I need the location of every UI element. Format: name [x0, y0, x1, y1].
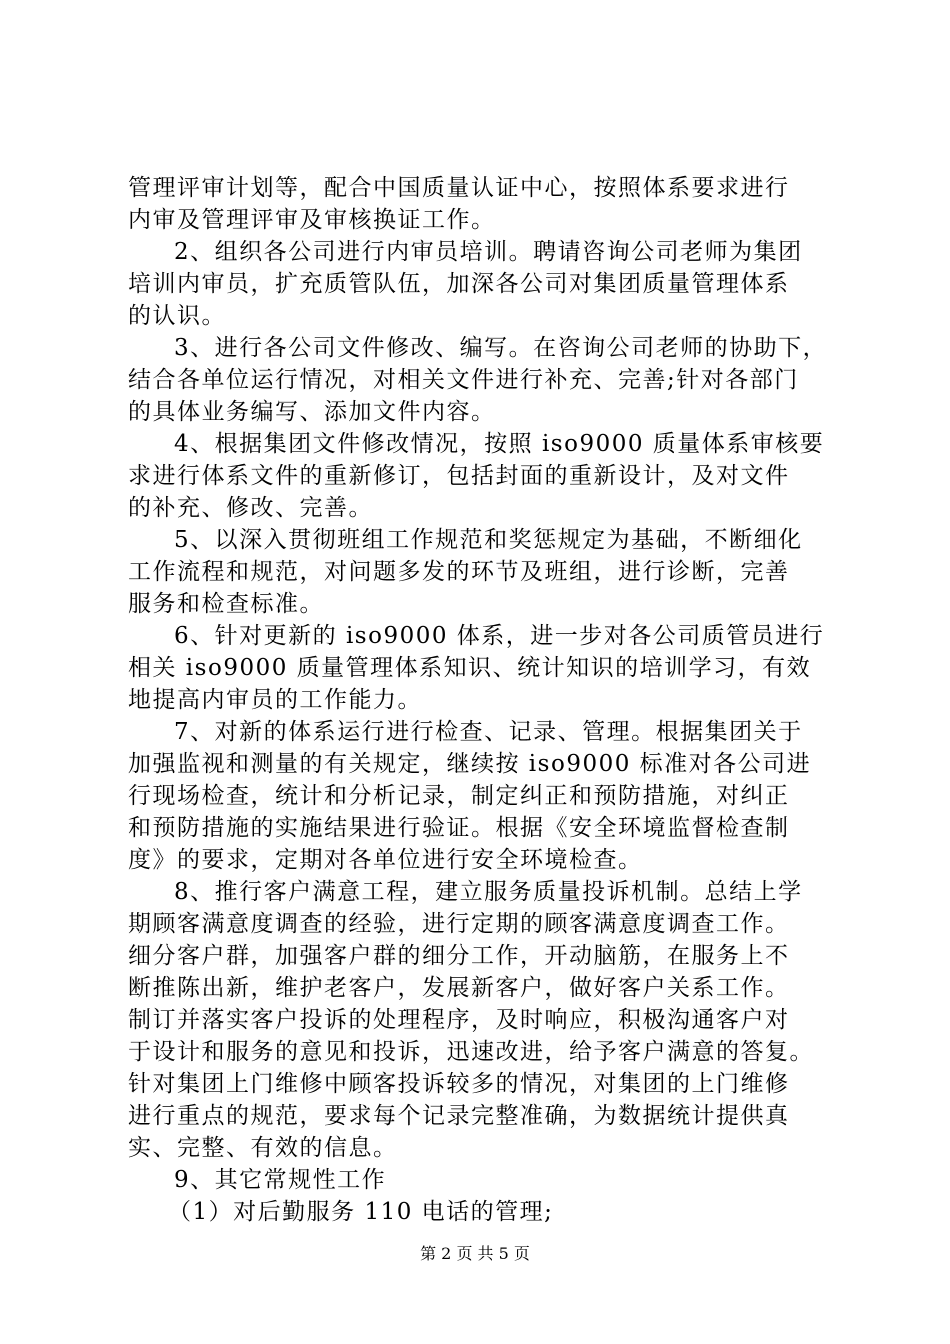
text-line: 的认识。 [128, 303, 226, 329]
text-line: 6、针对更新的 iso9000 体系，进一步对各公司质管员进行 [174, 623, 825, 649]
text-line: 地提高内审员的工作能力。 [128, 687, 422, 713]
page-footer: 第 2 页 共 5 页 [420, 1244, 530, 1263]
text-line: （1）对后勤服务 110 电话的管理; [168, 1199, 554, 1225]
text-line: 结合各单位运行情况，对相关文件进行补充、完善;针对各部门 [128, 367, 799, 393]
text-line: 期顾客满意度调查的经验，进行定期的顾客满意度调查工作。 [128, 911, 790, 937]
text-line: 相关 iso9000 质量管理体系知识、统计知识的培训学习，有效 [128, 655, 812, 681]
text-line: 针对集团上门维修中顾客投诉较多的情况，对集团的上门维修 [128, 1071, 790, 1097]
text-line: 3、进行各公司文件修改、编写。在咨询公司老师的协助下， [174, 335, 828, 361]
text-line: 求进行体系文件的重新修订，包括封面的重新设计，及对文件 [128, 463, 790, 489]
text-line: 的补充、修改、完善。 [128, 495, 373, 521]
text-line: 制订并落实客户投诉的处理程序，及时响应，积极沟通客户对 [128, 1007, 790, 1033]
text-line: 服务和检查标准。 [128, 591, 324, 617]
text-line: 4、根据集团文件修改情况，按照 iso9000 质量体系审核要 [174, 431, 825, 457]
text-line: 2、组织各公司进行内审员培训。聘请咨询公司老师为集团 [174, 239, 803, 265]
text-line: 7、对新的体系运行进行检查、记录、管理。根据集团关于 [174, 719, 803, 745]
text-line: 9、其它常规性工作 [174, 1167, 387, 1193]
text-line: 加强监视和测量的有关规定，继续按 iso9000 标准对各公司进 [128, 751, 812, 777]
text-line: 细分客户群，加强客户群的细分工作，开动脑筋，在服务上不 [128, 943, 790, 969]
text-line: 实、完整、有效的信息。 [128, 1135, 398, 1161]
text-line: 内审及管理评审及审核换证工作。 [128, 207, 496, 233]
text-line: 工作流程和规范，对问题多发的环节及班组，进行诊断，完善 [128, 559, 790, 585]
text-line: 5、以深入贯彻班组工作规范和奖惩规定为基础，不断细化 [174, 527, 803, 553]
text-line: 管理评审计划等，配合中国质量认证中心，按照体系要求进行 [128, 175, 790, 201]
text-line: 断推陈出新，维护老客户，发展新客户，做好客户关系工作。 [128, 975, 790, 1001]
text-line: 培训内审员，扩充质管队伍，加深各公司对集团质量管理体系 [128, 271, 790, 297]
text-line: 8、推行客户满意工程，建立服务质量投诉机制。总结上学 [174, 879, 803, 905]
text-line: 行现场检查，统计和分析记录，制定纠正和预防措施，对纠正 [128, 783, 790, 809]
text-line: 的具体业务编写、添加文件内容。 [128, 399, 496, 425]
document-body [128, 172, 854, 1228]
text-line: 度》的要求，定期对各单位进行安全环境检查。 [128, 847, 643, 873]
text-line: 和预防措施的实施结果进行验证。根据《安全环境监督检查制 [128, 815, 790, 841]
text-line: 于设计和服务的意见和投诉，迅速改进，给予客户满意的答复。 [128, 1039, 814, 1065]
text-line: 进行重点的规范，要求每个记录完整准确，为数据统计提供真 [128, 1103, 790, 1129]
